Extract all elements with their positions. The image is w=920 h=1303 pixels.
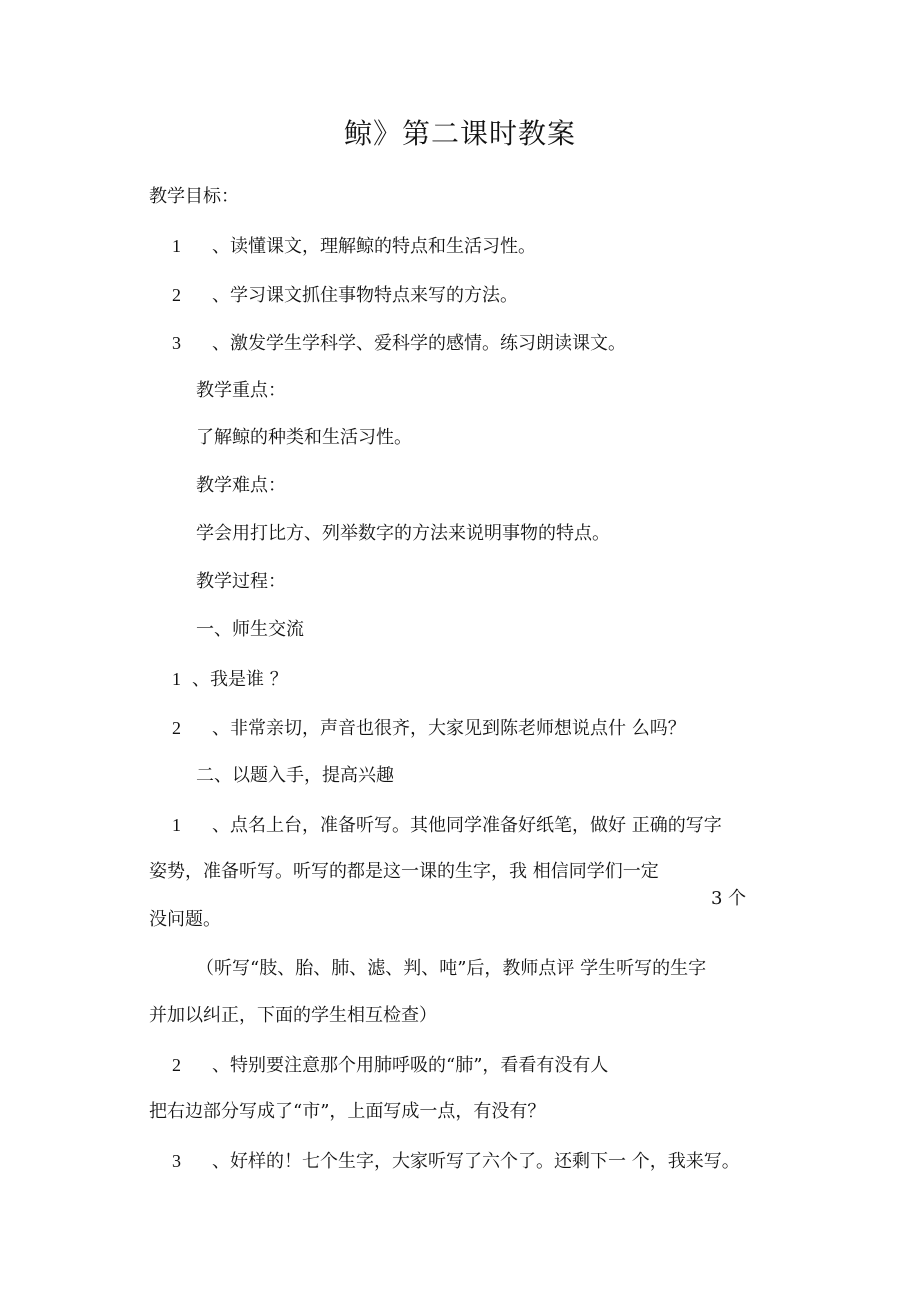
page-title: 鲸》第二课时教案 xyxy=(343,117,576,150)
section1-item xyxy=(172,666,288,693)
objective-number: 2 xyxy=(172,285,181,305)
section1-number: 1 xyxy=(172,669,181,689)
objective-item xyxy=(172,282,518,309)
objectives-heading: 教学目标： xyxy=(149,186,239,207)
remaining-item xyxy=(172,1148,740,1175)
objective-text: 、读懂课文，理解鲸的特点和生活习性。 xyxy=(212,236,536,257)
objective-text: 、学习课文抓住事物特点来写的方法。 xyxy=(212,285,518,306)
lung-item xyxy=(172,1052,608,1079)
key-heading: 教学重点： xyxy=(196,380,286,401)
section1-heading: 一、师生交流 xyxy=(196,619,304,640)
dictation-text-line2: 姿势，准备听写。听写的都是这一课的生字，我 相信同学们一定 xyxy=(149,861,659,882)
remaining-text: 、好样的！七个生字，大家听写了六个了。还剩下一 个，我来写。 xyxy=(212,1151,740,1172)
key-text: 了解鲸的种类和生活习性。 xyxy=(196,427,412,448)
objective-text: 、激发学生学科学、爱科学的感情。练习朗读课文。 xyxy=(212,333,626,354)
dictation-item xyxy=(172,812,722,839)
dictation-note: 3 个 xyxy=(711,888,747,909)
lung-text-line2: 把右边部分写成了“市”，上面写成一点，有没有？ xyxy=(149,1101,546,1122)
remaining-number: 3 xyxy=(172,1151,181,1171)
lung-number: 2 xyxy=(172,1055,181,1075)
objective-item xyxy=(172,330,626,357)
objective-item xyxy=(172,233,536,260)
dictation-number: 1 xyxy=(172,815,181,835)
objective-number: 3 xyxy=(172,333,181,353)
difficult-text: 学会用打比方、列举数字的方法来说明事物的特点。 xyxy=(196,523,610,544)
section1-item xyxy=(172,715,686,742)
dictation-text-line1: 、点名上台，准备听写。其他同学准备好纸笔，做好 正确的写字 xyxy=(212,815,722,836)
section2-heading: 二、以题入手，提高兴趣 xyxy=(196,765,394,786)
section1-number: 2 xyxy=(172,718,181,738)
lung-text-line1: 、特别要注意那个用肺呼吸的“肺”，看看有没有人 xyxy=(212,1055,609,1076)
section1-text: 、我是谁 ？ xyxy=(192,669,288,690)
process-heading: 教学过程： xyxy=(196,571,286,592)
dictation-text-line3: 没问题。 xyxy=(149,909,221,930)
paren-note-line1: （听写“肢、胎、肺、滤、判、吨”后，教师点评 学生听写的生字 xyxy=(196,958,707,979)
difficult-heading: 教学难点： xyxy=(196,475,286,496)
objective-number: 1 xyxy=(172,236,181,256)
paren-note-line2: 并加以纠正，下面的学生相互检查） xyxy=(149,1005,437,1026)
section1-text: 、非常亲切，声音也很齐，大家见到陈老师想说点什 么吗？ xyxy=(212,718,686,739)
